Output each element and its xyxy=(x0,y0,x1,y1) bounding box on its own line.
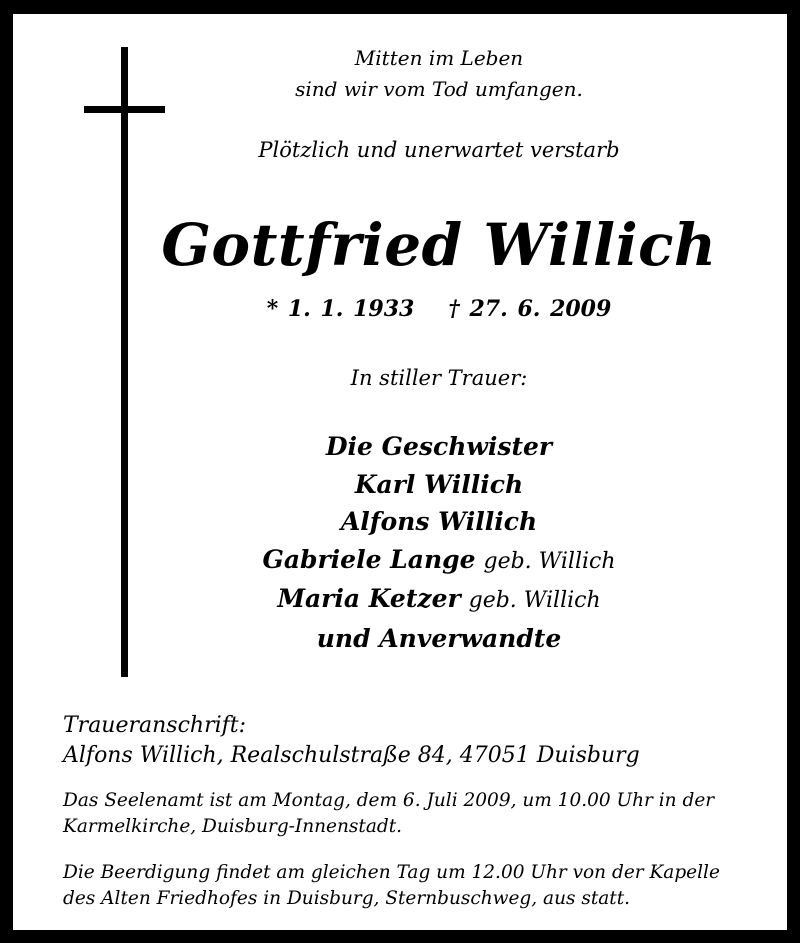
mourners-list xyxy=(65,428,800,657)
mourning-address xyxy=(63,711,783,771)
motto-line: Mitten im Leben xyxy=(354,46,524,70)
death-date: † 27. 6. 2009 xyxy=(448,296,612,322)
address-line: Alfons Willich, Realschulstraße 84, 47051 Duisburg xyxy=(63,743,640,768)
motto-line: sind wir vom Tod umfangen. xyxy=(295,77,583,101)
announcement: Plötzlich und unerwartet verstarb xyxy=(258,138,620,162)
deceased-name: Gottfried Willich xyxy=(161,211,717,279)
mourning-line: In stiller Trauer: xyxy=(350,366,528,390)
birth-date: * 1. 1. 1933 xyxy=(266,296,415,322)
mourner: Karl Willich xyxy=(354,469,524,499)
mourner: und Anverwandte xyxy=(316,623,562,653)
maiden-name: geb. Willich xyxy=(468,588,601,613)
life-dates xyxy=(65,296,800,322)
motto xyxy=(65,43,800,105)
cross-icon-bar xyxy=(84,106,165,113)
address-label: Traueranschrift: xyxy=(63,713,247,738)
burial-info: Die Beerdigung findet am gleichen Tag um 12.00 Uhr von der Kapelle des Alten Friedhofes in Duisburg, Sternbuschweg, aus statt. xyxy=(63,862,720,909)
maiden-name: geb. Willich xyxy=(483,548,616,574)
requiem-info: Das Seelenamt ist am Montag, dem 6. Juli 2009, um 10.00 Uhr in der Karmelkirche, Duisburg-Innenstadt. xyxy=(63,790,715,837)
mourner: Maria Ketzer geb. Willich xyxy=(277,584,601,613)
mourner: Gabriele Lange geb. Willich xyxy=(262,544,616,574)
mourner: Alfons Willich xyxy=(340,507,538,536)
mourner: Die Geschwister xyxy=(325,432,553,461)
